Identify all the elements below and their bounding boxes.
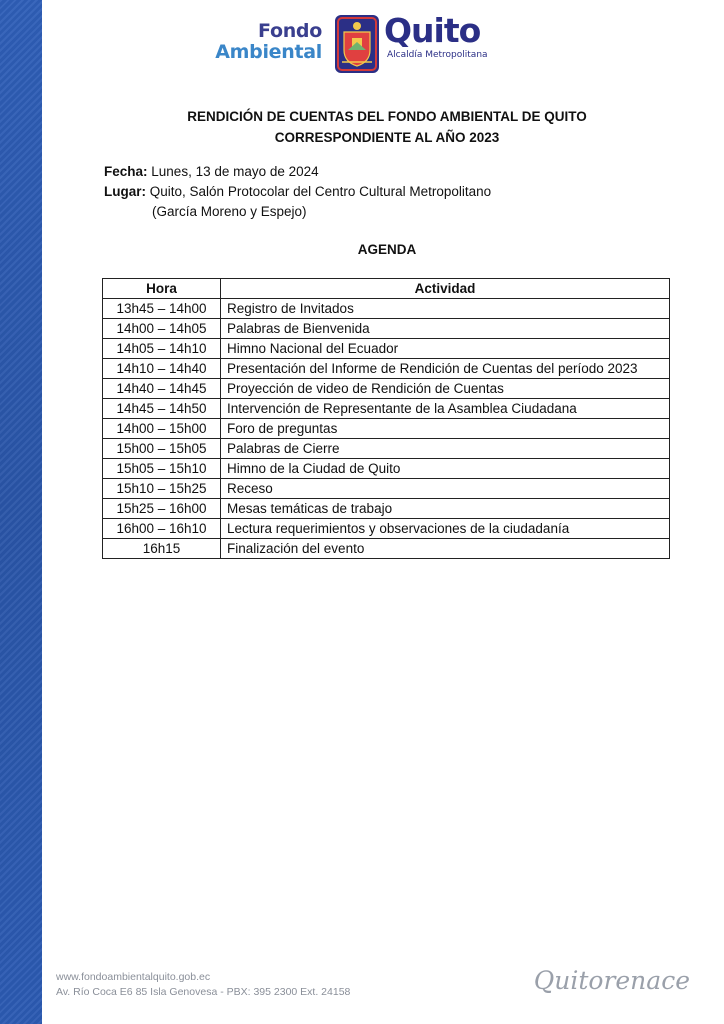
title-line2: CORRESPONDIENTE AL AÑO 2023: [274, 130, 500, 145]
actividad-cell: Intervención de Representante de la Asamblea Ciudadana: [221, 399, 670, 419]
logo-left-line1: Fondo: [258, 20, 322, 42]
table-row: [103, 419, 670, 439]
logo-left-line2: Ambiental: [215, 41, 322, 63]
fondo-ambiental-logo: [212, 22, 322, 62]
lugar-value: Quito, Salón Protocolar del Centro Cultural Metropolitano: [149, 184, 492, 199]
actividad-cell: Presentación del Informe de Rendición de Cuentas del período 2023: [221, 359, 670, 379]
lugar-label: Lugar:: [104, 184, 146, 199]
hora-cell: 14h40 – 14h45: [103, 379, 221, 399]
table-row: [103, 499, 670, 519]
footer-website: www.fondoambientalquito.gob.ec: [56, 971, 211, 983]
hora-cell: 15h10 – 15h25: [103, 479, 221, 499]
fecha-value: Lunes, 13 de mayo de 2024: [151, 164, 319, 179]
side-decorative-band: [0, 0, 42, 1024]
table-row: [103, 319, 670, 339]
hora-cell: 14h10 – 14h40: [103, 359, 221, 379]
document-title: [102, 106, 672, 148]
quito-crest-icon: [334, 14, 380, 74]
agenda-heading: AGENDA: [357, 242, 417, 257]
hora-cell: 14h00 – 14h05: [103, 319, 221, 339]
lugar-line2: (García Moreno y Espejo): [152, 204, 307, 219]
column-header-hora: Hora: [103, 279, 221, 299]
quito-alcaldia-logo: [384, 11, 504, 60]
footer-contact: [56, 970, 350, 1000]
table-row: [103, 379, 670, 399]
hora-cell: 14h45 – 14h50: [103, 399, 221, 419]
table-row: [103, 439, 670, 459]
actividad-cell: Palabras de Cierre: [221, 439, 670, 459]
logo-quito-subtitle: Alcaldía Metropolitana: [387, 50, 488, 60]
fecha-label: Fecha:: [104, 164, 148, 179]
fecha-line: [104, 162, 491, 182]
table-row: [103, 459, 670, 479]
hora-cell: 15h25 – 16h00: [103, 499, 221, 519]
actividad-cell: Himno Nacional del Ecuador: [221, 339, 670, 359]
column-header-actividad: Actividad: [221, 279, 670, 299]
hora-cell: 14h05 – 14h10: [103, 339, 221, 359]
hora-cell: 15h05 – 15h10: [103, 459, 221, 479]
table-row: [103, 359, 670, 379]
title-line1: RENDICIÓN DE CUENTAS DEL FONDO AMBIENTAL DE QUITO: [187, 109, 587, 124]
hora-cell: 16h00 – 16h10: [103, 519, 221, 539]
lugar-line: [104, 182, 491, 202]
table-row: [103, 519, 670, 539]
hora-cell: 16h15: [103, 539, 221, 559]
logo-quito-title: Quito: [384, 11, 481, 50]
agenda-table: [102, 278, 670, 559]
table-row: [103, 539, 670, 559]
actividad-cell: Finalización del evento: [221, 539, 670, 559]
table-row: [103, 339, 670, 359]
quitorenace-signature: Quitorenace: [533, 966, 690, 995]
actividad-cell: Foro de preguntas: [221, 419, 670, 439]
table-row: [103, 299, 670, 319]
actividad-cell: Palabras de Bienvenida: [221, 319, 670, 339]
actividad-cell: Registro de Invitados: [221, 299, 670, 319]
hora-cell: 14h00 – 15h00: [103, 419, 221, 439]
table-row: [103, 399, 670, 419]
table-header-row: [103, 279, 670, 299]
actividad-cell: Lectura requerimientos y observaciones de la ciudadanía: [221, 519, 670, 539]
footer-address: Av. Río Coca E6 85 Isla Genovesa - PBX: 395 2300 Ext. 24158: [56, 986, 351, 998]
actividad-cell: Receso: [221, 479, 670, 499]
table-row: [103, 479, 670, 499]
hora-cell: 13h45 – 14h00: [103, 299, 221, 319]
actividad-cell: Proyección de video de Rendición de Cuentas: [221, 379, 670, 399]
event-meta: [104, 162, 491, 222]
hora-cell: 15h00 – 15h05: [103, 439, 221, 459]
actividad-cell: Himno de la Ciudad de Quito: [221, 459, 670, 479]
actividad-cell: Mesas temáticas de trabajo: [221, 499, 670, 519]
